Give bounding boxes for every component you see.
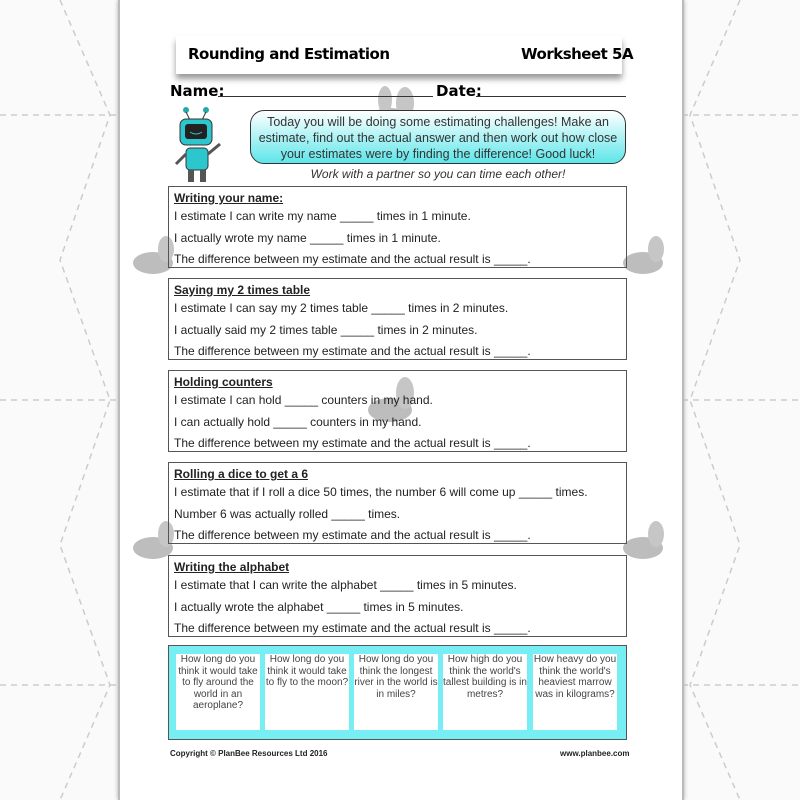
section-title: Rolling a dice to get a 6	[174, 467, 309, 481]
question-card: How high do you think the world's tallest building is in metres?	[443, 654, 527, 730]
website-link: www.planbee.com	[560, 749, 630, 758]
estimate-line: I estimate that I can write the alphabet _____ times in 5 minutes.	[174, 578, 517, 592]
difference-line: The difference between my estimate and the actual result is _____.	[174, 252, 531, 266]
date-label: Date:	[436, 82, 482, 100]
name-label: Name:	[170, 82, 225, 100]
actual-line: I actually said my 2 times table _____ times in 2 minutes.	[174, 323, 478, 337]
section-writing-alphabet	[168, 555, 627, 637]
difference-line: The difference between my estimate and the actual result is _____.	[174, 436, 531, 450]
robot-mascot-icon	[172, 106, 232, 186]
question-card: How heavy do you think the world's heaviest marrow was in kilograms?	[533, 654, 617, 730]
date-field[interactable]	[476, 82, 626, 97]
actual-line: Number 6 was actually rolled _____ times.	[174, 507, 401, 521]
intro-speech-bubble: Today you will be doing some estimating challenges! Make an estimate, find out the actual answer and then work out how close your estimates were by finding the difference! Good luck!	[250, 110, 626, 164]
section-writing-name	[168, 186, 627, 268]
difference-line: The difference between my estimate and the actual result is _____.	[174, 344, 531, 358]
section-title: Writing your name:	[174, 191, 284, 205]
actual-line: I actually wrote the alphabet _____ times in 5 minutes.	[174, 600, 464, 614]
difference-line: The difference between my estimate and the actual result is _____.	[174, 621, 531, 635]
name-field[interactable]	[218, 82, 433, 97]
worksheet-title: Rounding and Estimation	[188, 45, 390, 63]
difference-line: The difference between my estimate and the actual result is _____.	[174, 528, 531, 542]
section-title: Writing the alphabet	[174, 560, 290, 574]
section-rolling-dice	[168, 462, 627, 544]
copyright-text: Copyright © PlanBee Resources Ltd 2016	[170, 749, 328, 758]
section-title: Saying my 2 times table	[174, 283, 311, 297]
question-card: How long do you think the longest river in the world is in miles?	[354, 654, 438, 730]
estimate-line: I estimate that if I roll a dice 50 times, the number 6 will come up _____ times.	[174, 485, 588, 499]
partner-note: Work with a partner so you can time each other!	[310, 167, 566, 181]
question-card: How long do you think it would take to fly to the moon?	[265, 654, 349, 730]
estimate-line: I estimate I can hold _____ counters in my hand.	[174, 393, 433, 407]
actual-line: I actually wrote my name _____ times in 1 minute.	[174, 231, 441, 245]
actual-line: I can actually hold _____ counters in my hand.	[174, 415, 422, 429]
estimation-questions-panel	[168, 645, 627, 740]
estimate-line: I estimate I can write my name _____ times in 1 minute.	[174, 209, 471, 223]
estimate-line: I estimate I can say my 2 times table _____ times in 2 minutes.	[174, 301, 509, 315]
worksheet-number: Worksheet 5A	[521, 45, 634, 63]
question-card: How long do you think it would take to fly around the world in an aeroplane?	[176, 654, 260, 730]
section-title: Holding counters	[174, 375, 273, 389]
section-holding-counters	[168, 370, 627, 452]
section-times-table	[168, 278, 627, 360]
